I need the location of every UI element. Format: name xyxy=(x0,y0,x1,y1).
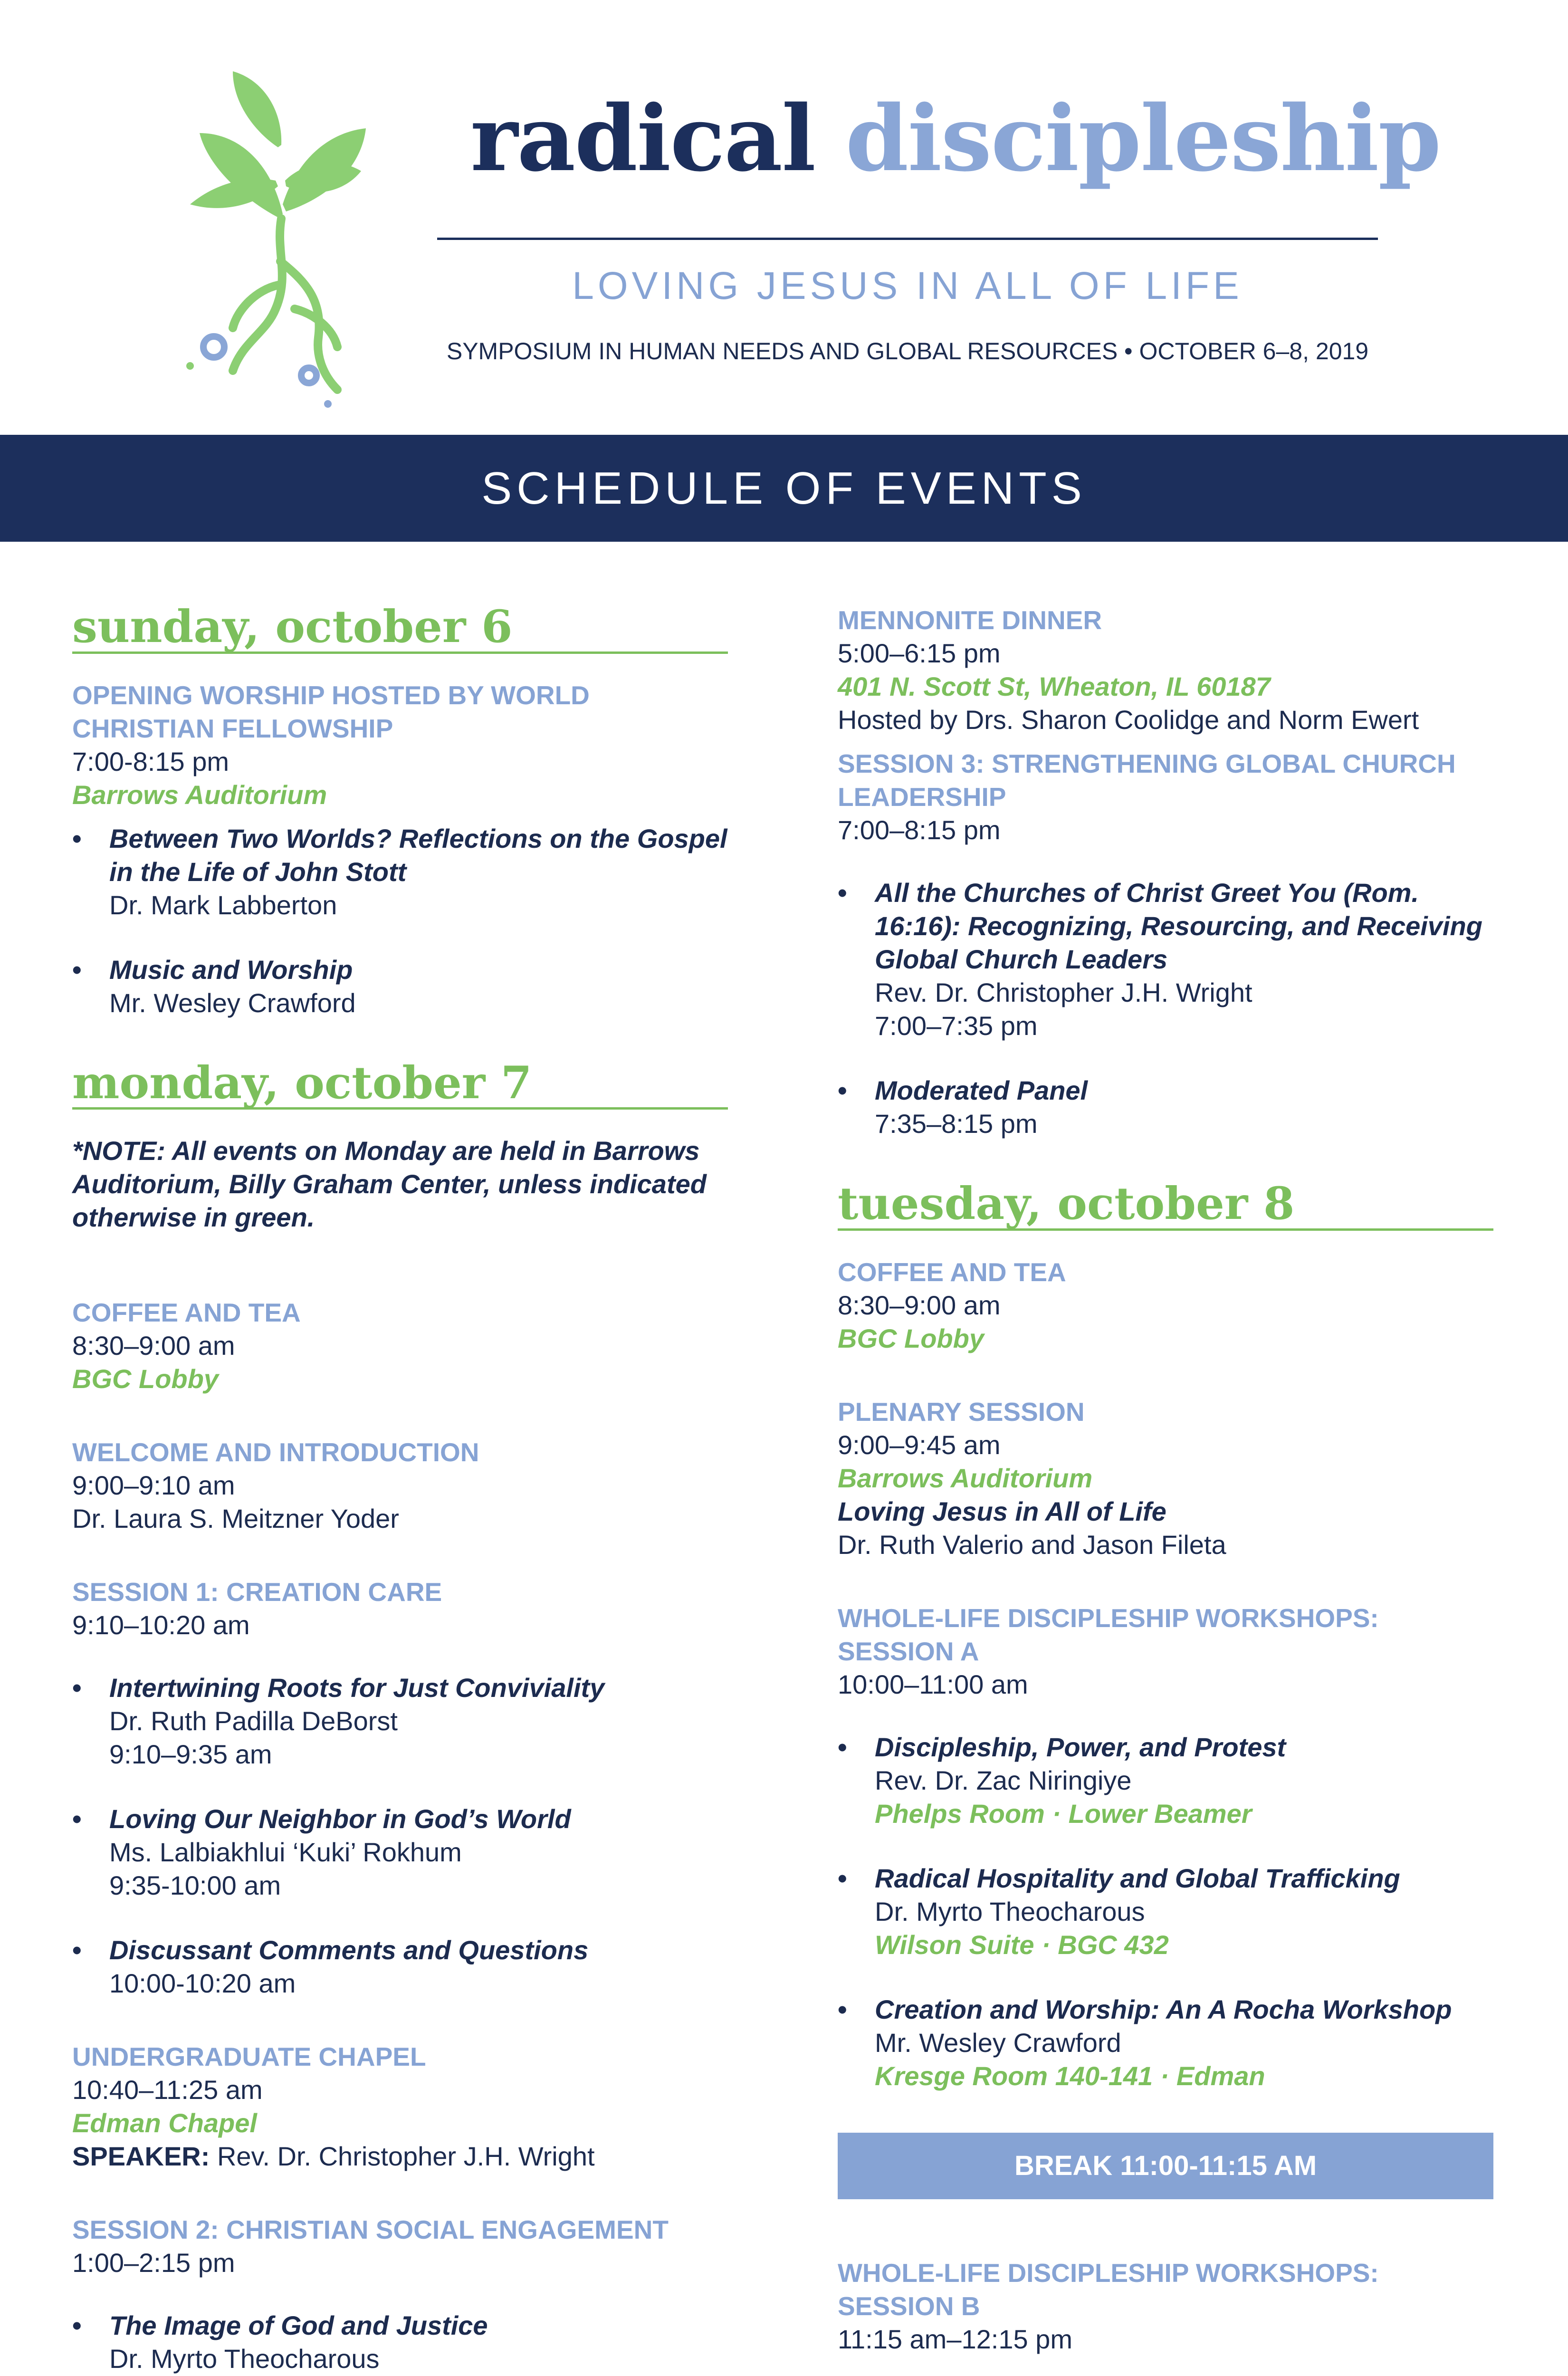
event-time: 10:40–11:25 am xyxy=(72,2075,263,2105)
talk-title: • Creation and Worship: An A Rocha Workshop xyxy=(875,1994,1452,2024)
talk-time: 10:00-10:20 am xyxy=(109,1968,296,1999)
list-item xyxy=(72,822,728,922)
talk-speaker: Ms. Lalbiakhlui ‘Kuki’ Rokhum xyxy=(109,1837,462,1868)
event-time: 9:00–9:10 am xyxy=(72,1470,235,1501)
event-time: 8:30–9:00 am xyxy=(72,1331,235,1361)
event-title: OPENING WORSHIP HOSTED BY WORLD CHRISTIAN FELLOWSHIP xyxy=(72,680,590,743)
talk-list xyxy=(838,876,1493,1140)
event-location: Edman Chapel xyxy=(72,2108,257,2138)
talk-speaker: Mr. Wesley Crawford xyxy=(875,2027,1121,2058)
list-item xyxy=(72,953,728,1020)
event-speaker xyxy=(72,2140,728,2173)
list-item xyxy=(838,1731,1493,1830)
speaker-name: Rev. Dr. Christopher J.H. Wright xyxy=(217,2141,595,2172)
list-item xyxy=(72,2309,728,2376)
event-session1 xyxy=(72,1575,728,1642)
talk-title: • Discussant Comments and Questions xyxy=(109,1935,589,1965)
event-workshops-b xyxy=(838,2256,1493,2356)
event-location: Barrows Auditorium xyxy=(838,1463,1093,1493)
talk-title: • Intertwining Roots for Just Conviviality xyxy=(109,1673,605,1703)
event-time: 9:10–10:20 am xyxy=(72,1610,250,1640)
talk-title: • Moderated Panel xyxy=(875,1075,1088,1105)
schedule-column-left xyxy=(72,601,728,2376)
event-time: 7:00-8:15 pm xyxy=(72,746,229,776)
schedule-column-right xyxy=(838,604,1493,2376)
talk-speaker: Dr. Ruth Padilla DeBorst xyxy=(109,1706,398,1736)
event-speakers: Dr. Ruth Valerio and Jason Fileta xyxy=(838,1529,1226,1560)
event-coffee-monday xyxy=(72,1296,728,1396)
talk-list xyxy=(838,1731,1493,2093)
event-time: 9:00–9:45 am xyxy=(838,1429,1001,1460)
talk-title: • All the Churches of Christ Greet You (Rom. 16:16): Recognizing, Resourcing, and Receiving Global Church Leaders xyxy=(875,878,1482,974)
event-title: COFFEE AND TEA xyxy=(72,1298,301,1328)
monday-note: *NOTE: All events on Monday are held in Barrows Auditorium, Billy Graham Center, unless indicated otherwise in green. xyxy=(72,1136,707,1233)
symposium-dates: SYMPOSIUM IN HUMAN NEEDS AND GLOBAL RESOURCES • OCTOBER 6–8, 2019 xyxy=(446,338,1369,364)
title-divider xyxy=(437,238,1378,240)
talk-location: Phelps Room · Lower Beamer xyxy=(875,1798,1252,1829)
event-title: UNDERGRADUATE CHAPEL xyxy=(72,2042,426,2072)
event-plenary xyxy=(838,1395,1493,1562)
title-discipleship: discipleship xyxy=(845,86,1441,192)
event-subtitle: Loving Jesus in All of Life xyxy=(838,1496,1166,1526)
list-item xyxy=(838,1993,1493,2093)
list-item xyxy=(838,1862,1493,1962)
event-chapel xyxy=(72,2040,728,2173)
event-time: 7:00–8:15 pm xyxy=(838,815,1001,845)
talk-title: • Music and Worship xyxy=(109,954,353,985)
event-location: BGC Lobby xyxy=(838,1323,984,1353)
list-item xyxy=(72,1802,728,1902)
talk-location: Wilson Suite · BGC 432 xyxy=(875,1929,1169,1960)
day-heading-sunday: sunday, october 6 xyxy=(72,604,728,654)
event-opening-worship xyxy=(72,679,728,812)
event-title: COFFEE AND TEA xyxy=(838,1257,1066,1287)
event-location: 401 N. Scott St, Wheaton, IL 60187 xyxy=(838,671,1271,701)
event-time: 11:15 am–12:15 pm xyxy=(838,2324,1072,2354)
talk-title: • The Image of God and Justice xyxy=(109,2310,488,2341)
event-title: WHOLE-LIFE DISCIPLESHIP WORKSHOPS: SESSION B xyxy=(838,2258,1379,2321)
talk-title: • Between Two Worlds? Reflections on the Gospel in the Life of John Stott xyxy=(109,823,727,887)
talk-speaker: Mr. Wesley Crawford xyxy=(109,987,356,1018)
talk-title: • Discipleship, Power, and Protest xyxy=(875,1732,1286,1762)
talk-speaker: Rev. Dr. Christopher J.H. Wright xyxy=(875,977,1252,1007)
sprout-logo-icon xyxy=(181,62,380,413)
event-session3 xyxy=(838,747,1493,847)
event-title: SESSION 2: CHRISTIAN SOCIAL ENGAGEMENT xyxy=(72,2215,669,2245)
talk-time: 9:35-10:00 am xyxy=(109,1870,281,1901)
event-title: SESSION 3: STRENGTHENING GLOBAL CHURCH LEADERSHIP xyxy=(838,749,1456,812)
talk-speaker: Dr. Myrto Theocharous xyxy=(109,2344,380,2374)
event-time: 5:00–6:15 pm xyxy=(838,638,1001,668)
talk-list xyxy=(72,2309,728,2376)
talk-time: 7:00–7:35 pm xyxy=(875,1011,1038,1041)
talk-time: 7:35–8:15 pm xyxy=(875,1109,1038,1139)
day-heading-tuesday: tuesday, october 8 xyxy=(838,1180,1493,1231)
talk-speaker: Dr. Myrto Theocharous xyxy=(875,1896,1145,1926)
break-bar-tuesday: BREAK 11:00-11:15 AM xyxy=(838,2133,1493,2199)
day-heading-monday: monday, october 7 xyxy=(72,1060,728,1110)
talk-list xyxy=(72,1671,728,2000)
event-title: WELCOME AND INTRODUCTION xyxy=(72,1437,479,1467)
event-title: SESSION 1: CREATION CARE xyxy=(72,1577,442,1607)
list-item xyxy=(838,1074,1493,1140)
event-title: PLENARY SESSION xyxy=(838,1397,1085,1427)
event-workshops-a xyxy=(838,1601,1493,1701)
event-title: WHOLE-LIFE DISCIPLESHIP WORKSHOPS: SESSION A xyxy=(838,1603,1379,1666)
event-time: 8:30–9:00 am xyxy=(838,1290,1001,1320)
event-location: BGC Lobby xyxy=(72,1364,219,1394)
talk-list xyxy=(72,822,728,1020)
talk-title: • Loving Our Neighbor in God’s World xyxy=(109,1804,571,1834)
title-radical: radical xyxy=(470,86,815,192)
page-title xyxy=(470,86,1441,192)
list-item xyxy=(838,876,1493,1043)
event-welcome xyxy=(72,1436,728,1535)
event-time: 10:00–11:00 am xyxy=(838,1669,1028,1699)
event-hosts: Hosted by Drs. Sharon Coolidge and Norm Ewert xyxy=(838,705,1419,735)
event-dinner xyxy=(838,604,1493,737)
tagline: LOVING JESUS IN ALL OF LIFE xyxy=(572,264,1243,307)
event-coffee-tuesday xyxy=(838,1255,1493,1355)
event-session2 xyxy=(72,2213,728,2280)
event-time: 1:00–2:15 pm xyxy=(72,2248,235,2278)
speaker-label: SPEAKER: xyxy=(72,2141,210,2172)
event-speaker: Dr. Laura S. Meitzner Yoder xyxy=(72,1504,399,1534)
list-item xyxy=(72,1934,728,2000)
talk-title: • Radical Hospitality and Global Trafficking xyxy=(875,1863,1400,1893)
list-item xyxy=(72,1671,728,1771)
banner-title: SCHEDULE OF EVENTS xyxy=(481,463,1087,514)
event-location: Barrows Auditorium xyxy=(72,779,327,810)
talk-location: Kresge Room 140-141 · Edman xyxy=(875,2060,1265,2091)
event-title: MENNONITE DINNER xyxy=(838,605,1102,635)
talk-speaker: Dr. Mark Labberton xyxy=(109,890,337,920)
talk-speaker: Rev. Dr. Zac Niringiye xyxy=(875,1765,1132,1795)
talk-time: 9:10–9:35 am xyxy=(109,1739,272,1770)
